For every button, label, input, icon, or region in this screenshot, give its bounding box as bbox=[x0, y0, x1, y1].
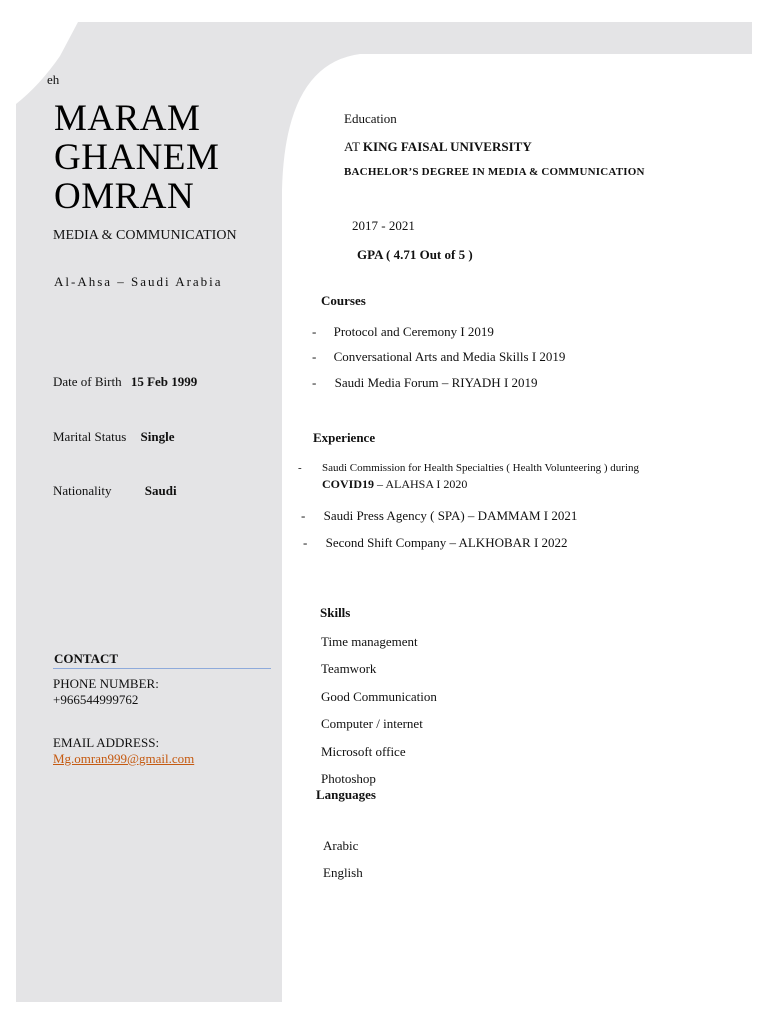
marital-label: Marital Status bbox=[53, 429, 127, 444]
education-years: 2017 - 2021 bbox=[352, 218, 415, 233]
email-label: EMAIL ADDRESS: bbox=[53, 735, 160, 750]
contact-divider bbox=[53, 668, 271, 669]
dash-bullet: - bbox=[312, 349, 317, 364]
education-heading: Education bbox=[344, 111, 397, 126]
dob-row bbox=[53, 374, 197, 390]
course-item bbox=[312, 324, 494, 340]
experience-item-1-bold: COVID19 bbox=[322, 477, 375, 491]
course-text: Protocol and Ceremony I 2019 bbox=[333, 324, 494, 339]
nationality-row bbox=[53, 483, 177, 499]
languages-heading: Languages bbox=[316, 787, 376, 802]
dob-value: 15 Feb 1999 bbox=[130, 374, 198, 389]
skill-item: Good Communication bbox=[321, 689, 437, 704]
course-item bbox=[312, 349, 565, 365]
at-prefix: AT bbox=[344, 139, 360, 154]
skill-item: Computer / internet bbox=[321, 716, 423, 731]
marital-value: Single bbox=[140, 429, 175, 444]
name-middle: GHANEM bbox=[54, 137, 220, 178]
courses-heading: Courses bbox=[321, 293, 366, 308]
experience-item bbox=[301, 508, 577, 524]
course-text: Saudi Media Forum – RIYADH I 2019 bbox=[334, 375, 538, 390]
skill-item: Time management bbox=[321, 634, 418, 649]
profession-title: MEDIA & COMMUNICATION bbox=[53, 228, 237, 243]
experience-text: Second Shift Company – ALKHOBAR I 2022 bbox=[325, 535, 568, 550]
course-text: Conversational Arts and Media Skills I 2019 bbox=[333, 349, 566, 364]
skills-heading: Skills bbox=[320, 605, 351, 620]
location: Al-Ahsa – Saudi Arabia bbox=[54, 274, 223, 289]
dob-label: Date of Birth bbox=[53, 374, 122, 389]
experience-item-1-line2 bbox=[322, 477, 467, 492]
course-item bbox=[312, 375, 538, 391]
experience-item-1-line1: Saudi Commission for Health Specialties ( Health Volunteering ) during bbox=[322, 462, 640, 474]
skill-item: Photoshop bbox=[321, 771, 376, 786]
name-first: MARAM bbox=[54, 98, 201, 139]
skill-item: Microsoft office bbox=[321, 744, 406, 759]
language-item: English bbox=[323, 865, 363, 880]
name-last: OMRAN bbox=[54, 176, 195, 217]
dash-bullet: - bbox=[303, 535, 308, 550]
dash-bullet: - bbox=[301, 508, 306, 523]
skill-item: Teamwork bbox=[321, 661, 377, 676]
phone-value: +966544999762 bbox=[53, 692, 139, 707]
corner-label: eh bbox=[47, 72, 60, 87]
experience-item bbox=[303, 535, 568, 551]
experience-text: Saudi Press Agency ( SPA) – DAMMAM I 2021 bbox=[323, 508, 578, 523]
nationality-label: Nationality bbox=[53, 483, 112, 498]
contact-heading: CONTACT bbox=[54, 651, 119, 666]
gpa: GPA ( 4.71 Out of 5 ) bbox=[357, 247, 473, 262]
phone-label: PHONE NUMBER: bbox=[53, 676, 159, 691]
degree: BACHELOR’S DEGREE IN MEDIA & COMMUNICATION bbox=[344, 166, 645, 178]
dash-bullet: - bbox=[298, 462, 302, 474]
dash-bullet: - bbox=[312, 375, 317, 390]
nationality-value: Saudi bbox=[144, 483, 177, 498]
university-name: KING FAISAL UNIVERSITY bbox=[362, 139, 532, 154]
marital-row bbox=[53, 429, 175, 445]
university-row bbox=[344, 139, 532, 155]
experience-item-1-rest: – ALAHSA I 2020 bbox=[377, 477, 468, 491]
email-link[interactable]: Mg.omran999@gmail.com bbox=[53, 751, 195, 766]
dash-bullet: - bbox=[312, 324, 317, 339]
language-item: Arabic bbox=[323, 838, 359, 853]
experience-heading: Experience bbox=[313, 430, 376, 445]
